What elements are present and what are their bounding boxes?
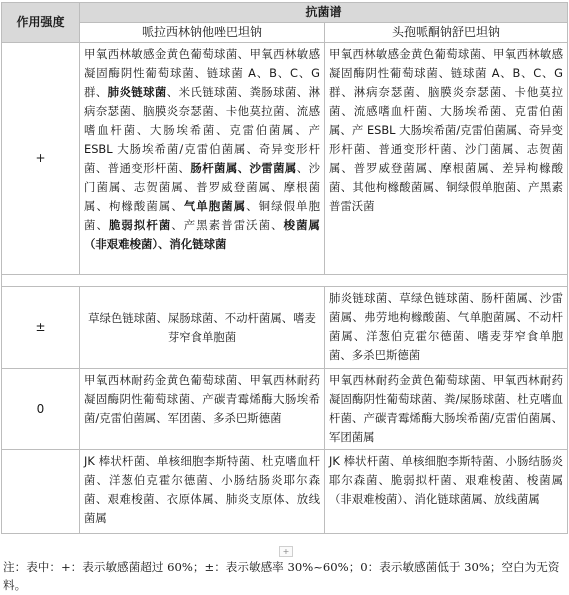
table-expand-marker[interactable]: + bbox=[279, 546, 293, 557]
header-drug-b: 头孢哌酮钠舒巴坦钠 bbox=[325, 23, 568, 43]
gap-cell bbox=[2, 275, 568, 287]
header-strength: 作用强度 bbox=[2, 3, 80, 43]
text-run: 、米氏链球菌、粪肠球菌、淋病奈瑟菌、脑膜炎奈瑟菌、卡他莫拉菌、流感嗜血杆菌、大肠埃希菌、克雷伯菌属、产 ESBL 大肠埃希菌/克雷伯菌属、奇异变形杆菌、普通变形杆菌、 bbox=[84, 85, 320, 175]
table-row-plusminus bbox=[2, 287, 568, 369]
drug-a-cell: 草绿色链球菌、屎肠球菌、不动杆菌属、嗜麦芽窄食单胞菌 bbox=[80, 287, 325, 369]
text-run: 、产黑素普雷沃菌、 bbox=[171, 218, 284, 232]
table-row-plus bbox=[2, 43, 568, 275]
level-cell bbox=[2, 450, 80, 534]
bold-text-run: 肠杆菌属、沙雷菌属 bbox=[190, 161, 297, 175]
table-footnote: 注：表中：+：表示敏感菌超过 60%；±：表示敏感率 30%~60%；0：表示敏感菌低于 30%；空白为无资料。 bbox=[3, 560, 560, 592]
table-header-row bbox=[2, 3, 568, 23]
drug-a-cell: JK 棒状杆菌、单核细胞李斯特菌、杜克嗜血杆菌、洋葱伯克霍尔德菌、小肠结肠炎耶尔森菌、艰难梭菌、衣原体属、肺炎支原体、放线菌属 bbox=[80, 450, 325, 534]
bold-text-run: 肺炎链球菌 bbox=[107, 85, 167, 99]
table-gap-row bbox=[2, 275, 568, 287]
drug-a-cell: 甲氧西林耐药金黄色葡萄球菌、甲氧西林耐药凝固酶阴性葡萄球菌、产碳青霉烯酶大肠埃希菌/克雷伯菌属、军团菌、多杀巴斯德菌 bbox=[80, 369, 325, 450]
drug-b-cell bbox=[325, 43, 568, 275]
drug-b-cell: JK 棒状杆菌、单核细胞李斯特菌、小肠结肠炎耶尔森菌、脆弱拟杆菌、艰难梭菌、梭菌属（非艰难梭菌）、消化链球菌属、放线菌属 bbox=[325, 450, 568, 534]
header-drug-a: 哌拉西林钠他唑巴坦钠 bbox=[80, 23, 325, 43]
level-cell: ± bbox=[2, 287, 80, 369]
bold-text-run: 脆弱拟杆菌 bbox=[108, 218, 172, 232]
text-run: 甲氧西林敏感金黄色葡萄球菌、甲氧西林敏感凝固酶阴性葡萄球菌、链球菌 A、B、C、G 群、淋病奈瑟菌、脑膜炎奈瑟菌、卡他莫拉菌、流感嗜血杆菌、大肠埃希菌、克雷伯菌属、产 ESBL 大肠埃希菌/克雷伯菌属、奇异变形杆菌、普通变形杆菌、沙门菌属、志贺菌属、普罗威登菌属、摩根菌属、差异枸橼酸菌、其他枸橼酸菌属、铜绿假单胞菌、产黑素普雷沃菌 bbox=[329, 47, 564, 213]
bold-text-run: 气单胞菌属 bbox=[183, 199, 247, 213]
text-run: 甲氧西林敏感金黄色葡萄球菌、甲氧西林敏感凝固酶阴性葡萄球菌、链球菌 A、B、C、G 群、 bbox=[84, 47, 320, 99]
antibacterial-spectrum-table bbox=[1, 2, 568, 534]
table-subheader-row bbox=[2, 23, 568, 43]
drug-b-cell: 肺炎链球菌、草绿色链球菌、肠杆菌属、沙雷菌属、弗劳地枸橼酸菌、气单胞菌属、不动杆菌属、洋葱伯克霍尔德菌、嗜麦芽窄食单胞菌、多杀巴斯德菌 bbox=[325, 287, 568, 369]
level-cell: 0 bbox=[2, 369, 80, 450]
level-cell: + bbox=[2, 43, 80, 275]
table-row-zero bbox=[2, 369, 568, 450]
text-run: 、沙门菌属、志贺菌属、普罗威登菌属、摩根菌属、枸橼酸菌属、 bbox=[84, 161, 320, 213]
header-spectrum: 抗菌谱 bbox=[80, 3, 568, 23]
drug-a-cell bbox=[80, 43, 325, 275]
bold-text-run: 梭菌属（非艰难梭菌）、消化链球菌 bbox=[84, 218, 320, 251]
drug-b-cell: 甲氧西林耐药金黄色葡萄球菌、甲氧西林耐药凝固酶阴性葡萄球菌、粪/屎肠球菌、杜克嗜血杆菌、产碳青霉烯酶大肠埃希菌/克雷伯菌属、军团菌属 bbox=[325, 369, 568, 450]
table-row-blank bbox=[2, 450, 568, 534]
text-run: 、铜绿假单胞菌、 bbox=[84, 199, 320, 232]
